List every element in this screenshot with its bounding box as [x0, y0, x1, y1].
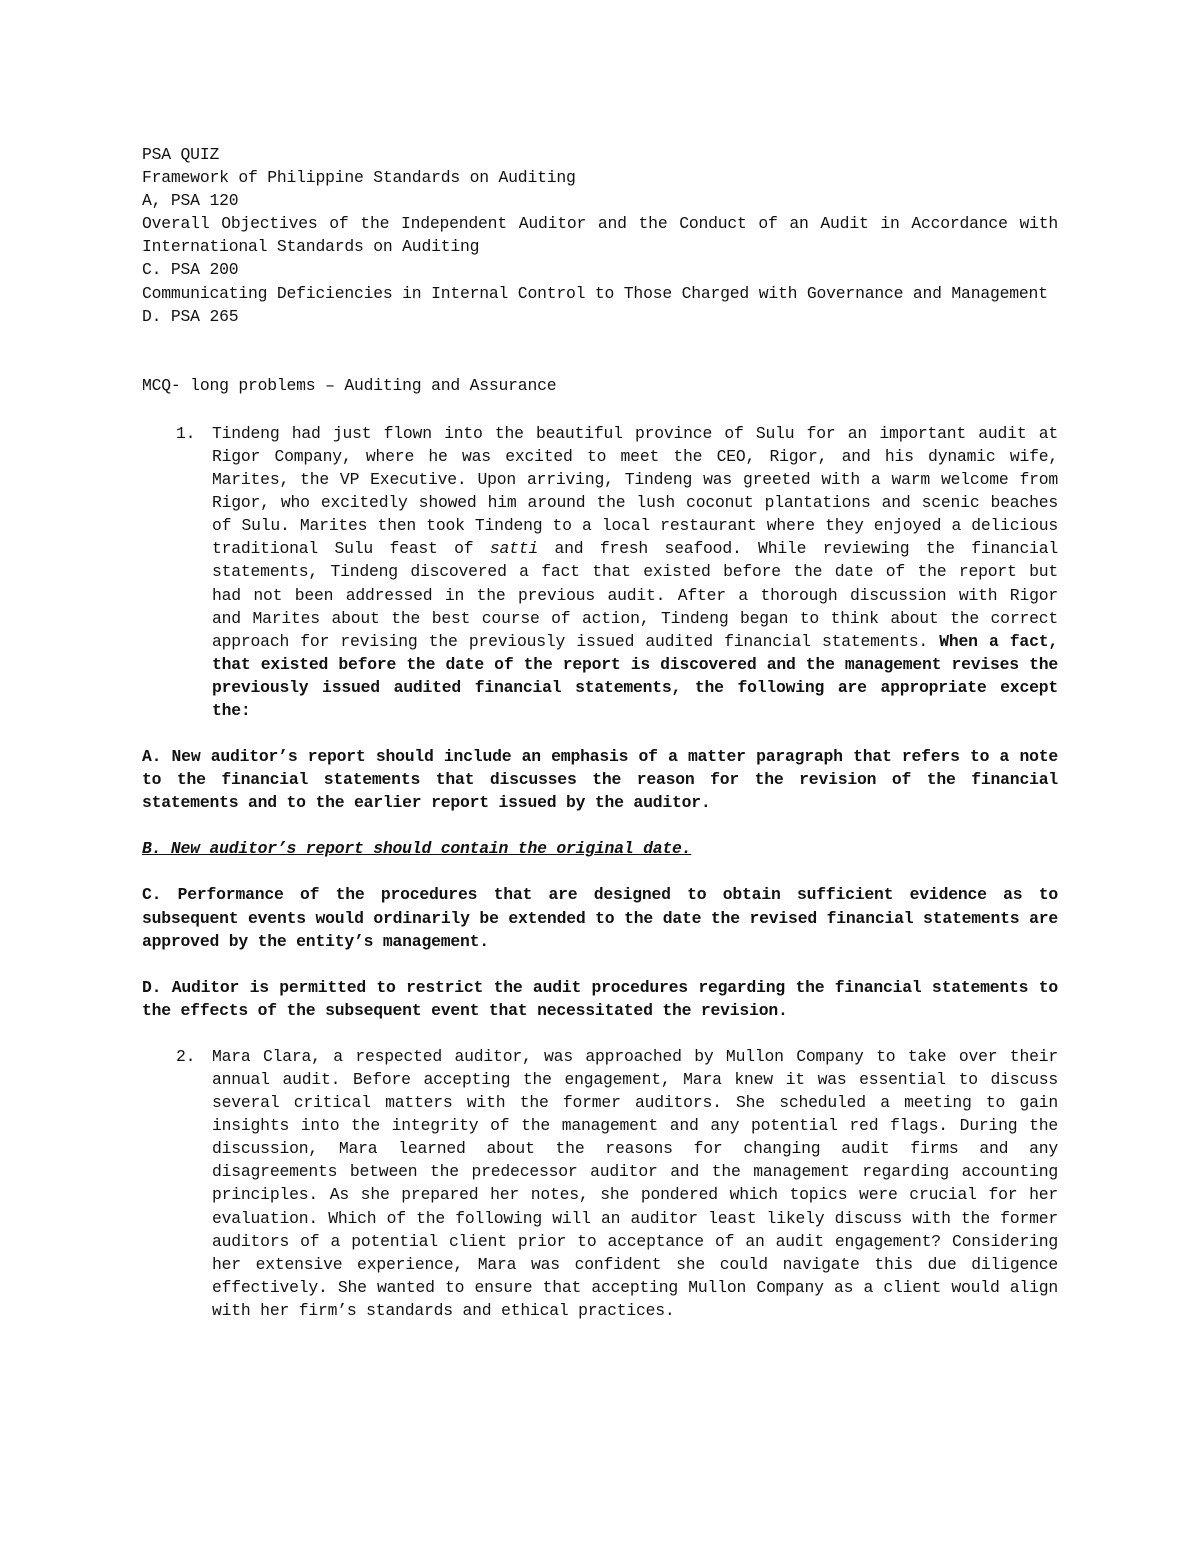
option-d: D. Auditor is permitted to restrict the audit procedures regarding the financial statements to the effects of the subsequent event that necessitated the revision.	[142, 977, 1058, 1020]
question-2-text: Mara Clara, a respected auditor, was approached by Mullon Company to take over their annual audit. Before accepting the engagement, Mara knew it was essential to discuss several critical matters with the former auditors. She scheduled a meeting to gain insights into the integrity of the management and any potential red flags. During the discussion, Mara learned about the reasons for changing audit firms and any disagreements between the predecessor auditor and the management regarding accounting principles. As she prepared her notes, she pondered which topics were crucial for her evaluation. Which of the following will an auditor least likely discuss with the former auditors of a potential client prior to acceptance of an audit engagement? Considering her extensive experience, Mara was confident she could navigate this due diligence effectively. She wanted to ensure that accepting Mullon Company as a client would align with her firm’s standards and ethical practices.	[212, 1046, 1058, 1320]
document-page	[142, 143, 1058, 1322]
spacer	[142, 328, 1058, 374]
question-1-italic-word: satti	[489, 539, 539, 559]
spacer	[142, 1022, 1058, 1045]
spacer	[142, 722, 1058, 745]
option-c: C. Performance of the procedures that are designed to obtain sufficient evidence as to subsequent events would ordinarily be extended to the date the revised financial statements are approved by the entity’s management.	[142, 885, 1058, 951]
question-1-text: Tindeng had just flown into the beautiful province of Sulu for an important audit at Rigor Company, where he was excited to meet the CEO, Rigor, and his dynamic wife, Marites, the VP Executive. Upon arriving, Tindeng was greeted with a warm welcome from Rigor, who excitedly showed him around the lush coconut plantations and scenic beaches of Sulu. Marites then took Tindeng to a local restaurant where they enjoyed a delicious traditional Sulu feast of	[212, 423, 1058, 559]
question-1	[142, 422, 1058, 722]
question-2	[142, 1045, 1058, 1322]
quiz-title: PSA QUIZ	[142, 145, 220, 164]
question-number: 2.	[176, 1046, 196, 1066]
header-line-objectives: Overall Objectives of the Independent Auditor and the Conduct of an Audit in Accordance with International Standards on Auditing	[142, 214, 1058, 257]
header-line-psa200: C. PSA 200	[142, 260, 239, 280]
header-line-psa265: D. PSA 265	[142, 306, 239, 326]
header-line-psa120: A, PSA 120	[142, 191, 239, 211]
spacer	[142, 397, 1058, 422]
question-1-prompt: When a fact, that existed before the date of the report is discovered and the management revises the previously issued audited financial statements, the following are appropriate except the:	[212, 631, 1058, 720]
question-number: 1.	[176, 423, 196, 443]
spacer	[142, 814, 1058, 837]
option-a: A. New auditor’s report should include an emphasis of a matter paragraph that refers to a note to the financial statements that discusses the reason for the revision of the financial statements and to the earlier report issued by the auditor.	[142, 747, 1058, 813]
option-b-answer	[142, 837, 1058, 860]
option-b-text: B. New auditor’s report should contain the original date.	[142, 839, 692, 859]
spacer	[142, 860, 1058, 883]
header-line-deficiencies: Communicating Deficiencies in Internal Control to Those Charged with Governance and Management	[142, 283, 1048, 303]
question-1-text-cont: and fresh seafood. While reviewing the financial statements, Tindeng discovered a fact that existed before the date of the report but had not been addressed in the previous audit. After a thorough discussion with Rigor and Marites about the best course of action, Tindeng began to think about the correct approach for revising the previously issued audited financial statements.	[212, 539, 1058, 651]
header-line-framework: Framework of Philippine Standards on Auditing	[142, 168, 576, 188]
spacer	[142, 953, 1058, 976]
section-title: MCQ- long problems – Auditing and Assurance	[142, 375, 557, 395]
